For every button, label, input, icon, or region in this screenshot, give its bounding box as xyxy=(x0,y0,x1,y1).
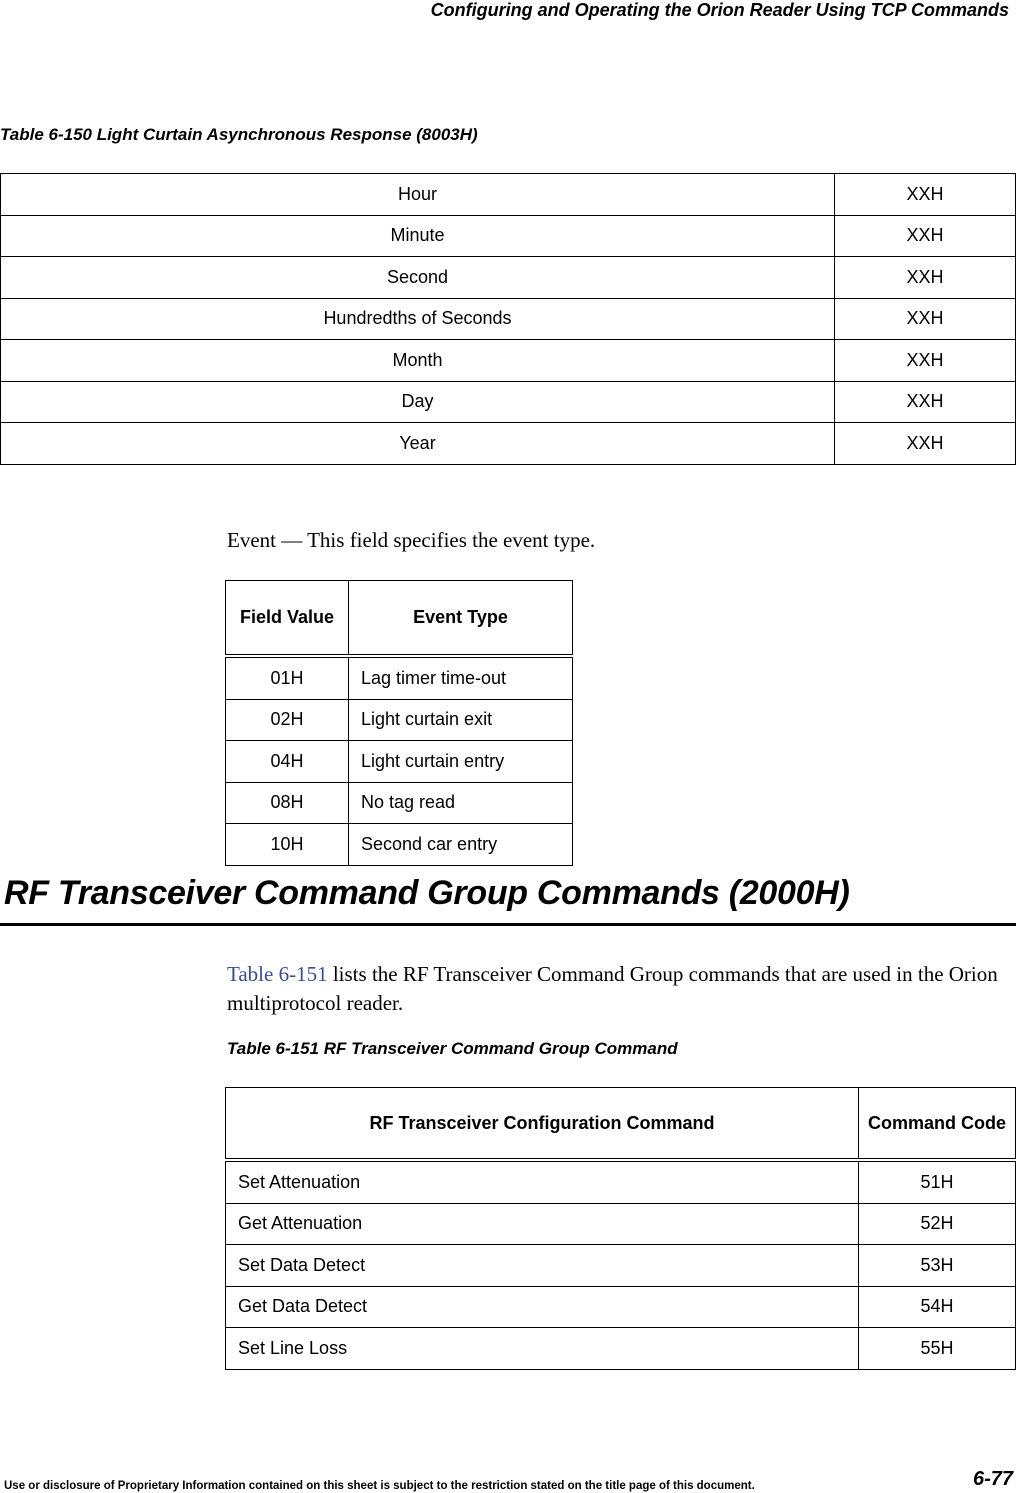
section-rule xyxy=(0,923,1016,926)
table-row xyxy=(1,298,1016,340)
table-cell-value: XXH xyxy=(835,340,1016,382)
table-row xyxy=(226,1286,1016,1328)
table-cell-command: Get Data Detect xyxy=(226,1286,859,1328)
table-150 xyxy=(0,173,1016,465)
column-header-event-type: Event Type xyxy=(349,581,573,657)
table-cell-field: Hundredths of Seconds xyxy=(1,298,835,340)
table-row xyxy=(226,824,573,866)
table-151 xyxy=(225,1087,1016,1370)
table-cell-field: Month xyxy=(1,340,835,382)
table-row xyxy=(1,215,1016,257)
table-cell-code: 10H xyxy=(226,824,349,866)
table-cell-value: XXH xyxy=(835,298,1016,340)
table-cell-command: Set Data Detect xyxy=(226,1245,859,1287)
table-row xyxy=(1,423,1016,465)
table-cell-field: Hour xyxy=(1,174,835,216)
table-row xyxy=(1,174,1016,216)
event-type-table xyxy=(225,580,573,866)
table-cell-value: XXH xyxy=(835,257,1016,299)
table-cell-event: No tag read xyxy=(349,782,573,824)
event-paragraph: Event — This field specifies the event type. xyxy=(227,528,596,552)
table-cell-event: Light curtain exit xyxy=(349,699,573,741)
table-cell-code: 55H xyxy=(859,1328,1016,1370)
table-cell-event: Lag timer time-out xyxy=(349,656,573,699)
table-cell-code: 01H xyxy=(226,656,349,699)
table-row xyxy=(226,1160,1016,1203)
table-cell-event: Second car entry xyxy=(349,824,573,866)
table-cell-field: Minute xyxy=(1,215,835,257)
column-header-field-value: Field Value xyxy=(226,581,349,657)
table-6-151-link[interactable]: Table 6-151 xyxy=(227,962,328,986)
table-row xyxy=(226,782,573,824)
table-row xyxy=(226,656,573,699)
table-row xyxy=(226,1203,1016,1245)
section-intro-paragraph xyxy=(227,960,1012,1018)
table-row xyxy=(1,257,1016,299)
section-heading: RF Transceiver Command Group Commands (2000H) xyxy=(4,874,850,912)
column-header-command-code: Command Code xyxy=(859,1088,1016,1161)
table-cell-command: Set Line Loss xyxy=(226,1328,859,1370)
table-cell-field: Day xyxy=(1,381,835,423)
table-cell-field: Second xyxy=(1,257,835,299)
table-cell-code: 51H xyxy=(859,1160,1016,1203)
table-cell-command: Get Attenuation xyxy=(226,1203,859,1245)
table-151-caption: Table 6-151 RF Transceiver Command Group Command xyxy=(227,1039,678,1058)
table-cell-command: Set Attenuation xyxy=(226,1160,859,1203)
column-header-command: RF Transceiver Configuration Command xyxy=(226,1088,859,1161)
table-row xyxy=(226,1328,1016,1370)
table-cell-code: 53H xyxy=(859,1245,1016,1287)
footer-notice: Use or disclosure of Proprietary Information contained on this sheet is subject to the restriction stated on the title page of this document. xyxy=(4,1480,755,1492)
table-cell-value: XXH xyxy=(835,174,1016,216)
table-cell-value: XXH xyxy=(835,215,1016,257)
table-row xyxy=(226,741,573,783)
running-header: Configuring and Operating the Orion Reader Using TCP Commands xyxy=(430,0,1009,20)
table-cell-code: 02H xyxy=(226,699,349,741)
table-cell-code: 04H xyxy=(226,741,349,783)
table-cell-event: Light curtain entry xyxy=(349,741,573,783)
table-header-row xyxy=(226,581,573,657)
table-cell-code: 52H xyxy=(859,1203,1016,1245)
table-row xyxy=(226,1245,1016,1287)
table-cell-code: 08H xyxy=(226,782,349,824)
table-150-caption: Table 6-150 Light Curtain Asynchronous Response (8003H) xyxy=(0,125,478,144)
table-row xyxy=(226,699,573,741)
table-cell-value: XXH xyxy=(835,381,1016,423)
table-cell-code: 54H xyxy=(859,1286,1016,1328)
section-intro-text: lists the RF Transceiver Command Group commands that are used in the Orion multiprotocol reader. xyxy=(227,962,998,1015)
page-number: 6-77 xyxy=(972,1468,1013,1490)
table-cell-value: XXH xyxy=(835,423,1016,465)
table-row xyxy=(1,340,1016,382)
table-row xyxy=(1,381,1016,423)
table-header-row xyxy=(226,1088,1016,1161)
table-cell-field: Year xyxy=(1,423,835,465)
